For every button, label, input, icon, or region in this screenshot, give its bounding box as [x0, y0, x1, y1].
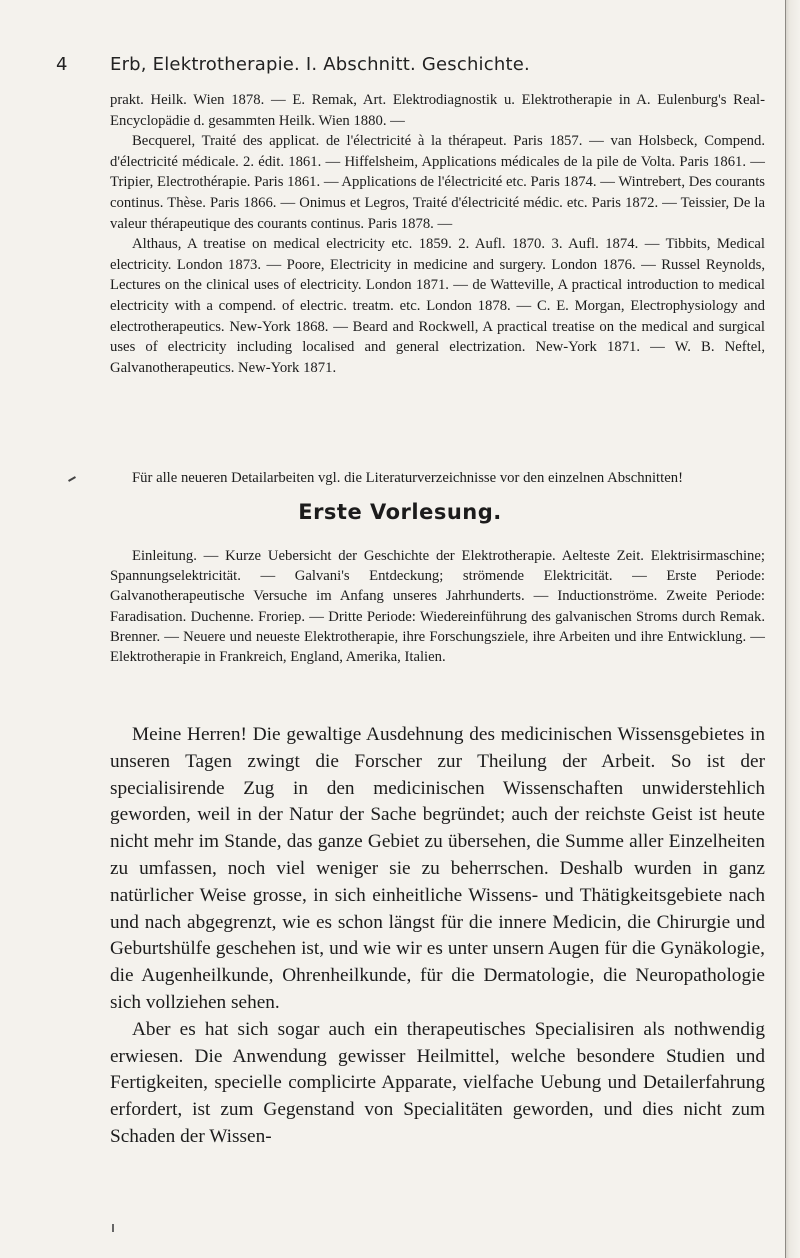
body-paragraph: Aber es hat sich sogar auch ein therapeutisches Specialisiren als nothwendig erwiesen. Die Anwendung gewisser Heilmittel, welche besondere Studien und Fertigkeiten, specielle complicirte Apparate, vielfache Uebung und Detailerfahrung erfordert, ist zum Gegenstand von Specialitäten geworden, und dies nicht zum Schaden der Wissen- — [110, 1018, 765, 1147]
reference-paragraph-french: Becquerel, Traité des applicat. de l'électricité à la thérapeut. Paris 1857. — van Holsbeck, Compend. d'électricité médicale. 2. édit. 1861. — Hiffelsheim, Applications médicales de la pile de Volta. Paris 1861. — Tripier, Electrothérapie. Paris 1861. — Applications de l'électricité etc. Paris 1874. — Wintrebert, Des courants continus. Thèse. Paris 1866. — Onimus et Legros, Traité d'électricité médic. etc. Paris 1872. — Teissier, De la valeur thérapeutique des courants continus. Paris 1878. — — [110, 133, 765, 232]
reference-paragraph: prakt. Heilk. Wien 1878. — E. Remak, Art. Elektrodiagnostik u. Elektrotherapie in A. Eulenburg's Real-Encyclopädie d. gesammten Heilk. Wien 1880. — — [110, 92, 765, 129]
running-header — [0, 54, 800, 78]
running-title: Erb, Elektrotherapie. I. Abschnitt. Geschichte. — [110, 54, 530, 75]
margin-mark — [68, 476, 76, 482]
lecture-heading: Erste Vorlesung. — [298, 500, 502, 524]
page-edge — [785, 0, 800, 1258]
page-number: 4 — [56, 54, 68, 75]
reference-paragraph-english: Althaus, A treatise on medical electricity etc. 1859. 2. Aufl. 1870. 3. Aufl. 1874. — Tibbits, Medical electricity. London 1873. — Poore, Electricity in medicine and surgery. London 1876. — Russel Reynolds, Lectures on the clinical uses of electricity. London 1871. — de Watteville, A practical introduction to medical electricity with a compend. of electric. treatm. etc. London 1878. — C. E. Morgan, Electrophysiology and electrotherapeutics. New-York 1868. — Beard and Rockwell, A practical treatise on the medical and surgical uses of electricity including localised and general electrization. New-York 1871. — W. B. Neftel, Galvanotherapeutics. New-York 1871. — [110, 236, 765, 376]
body-paragraph: Meine Herren! Die gewaltige Ausdehnung des medicinischen Wissensgebietes in unseren Tagen zwingt die Forscher zur Theilung der Arbeit. So ist der specialisirende Zug in den medicinischen Wissenschaften unwiderstehlich geworden, weil in der Natur der Sache begründet; auch der reichste Geist ist heute nicht mehr im Stande, das ganze Gebiet zu übersehen, die Summe aller Einzelheiten zu umfassen, noch viel weniger sie zu beherrschen. Deshalb wurden in ganz natürlicher Weise grosse, in sich einheitliche Wissens- und Thätigkeitsgebiete nach und nach abgegrenzt, wie es schon längst für die innere Medicin, die Chirurgie und Geburtshülfe geschehen ist, und wie wir es unter unsern Augen für die Gynäkologie, die Augenheilkunde, Ohrenheilkunde, für die Dermatologie, die Neuropathologie sich vollziehen sehen. — [110, 724, 765, 1013]
bibliography-block — [110, 90, 765, 378]
page-mark — [112, 1224, 114, 1232]
main-text — [110, 722, 765, 1151]
lecture-summary: Einleitung. — Kurze Uebersicht der Geschichte der Elektrotherapie. Aelteste Zeit. Elektrisirmaschine; Spannungselektricität. — Galvani's Entdeckung; strömende Elektricität. — Erste Periode: Galvanotherapeutische Versuche im Anfang unseres Jahrhunderts. — Inductionströme. Zweite Periode: Faradisation. Duchenne. Froriep. — Dritte Periode: Wiedereinführung des galvanischen Stroms durch Remak. Brenner. — Neuere und neueste Elektrotherapie, ihre Forschungsziele, ihre Arbeiten und ihre Entwicklung. — Elektrotherapie in Frankreich, England, Amerika, Italien. — [110, 548, 765, 666]
literature-note: Für alle neueren Detailarbeiten vgl. die Literaturverzeichnisse vor den einzelnen Abschnitten! — [132, 470, 683, 486]
